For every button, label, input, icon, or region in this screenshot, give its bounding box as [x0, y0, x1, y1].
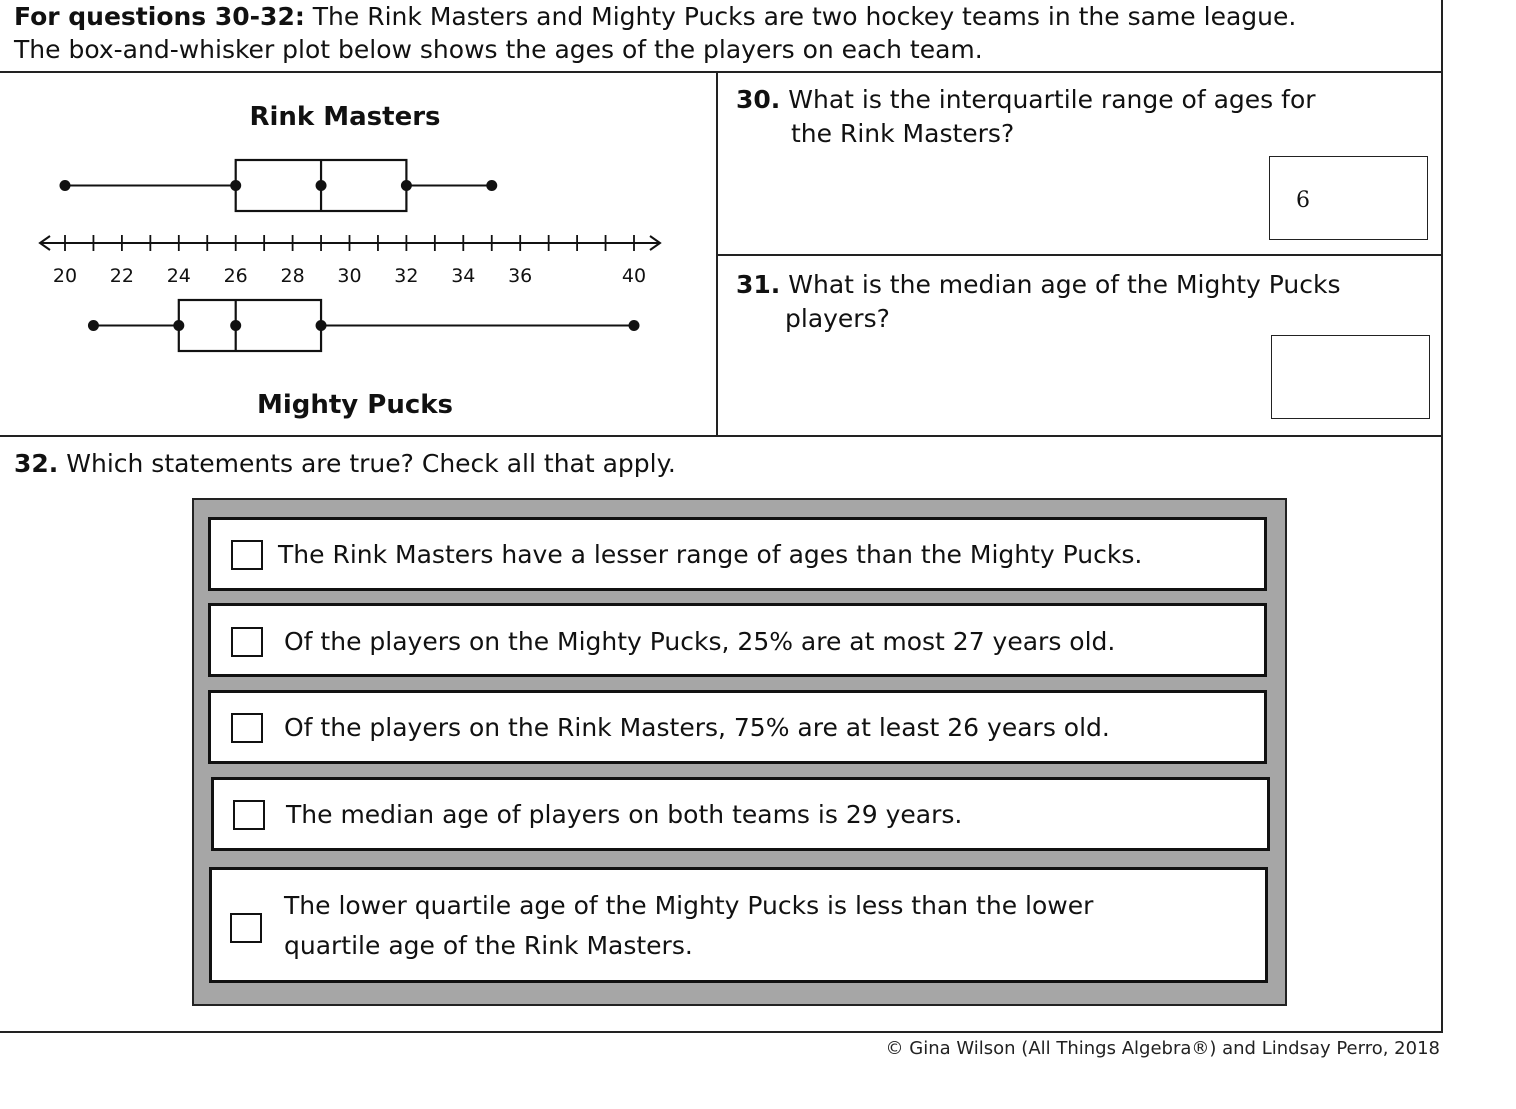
- tick-label-30: 30: [337, 265, 362, 287]
- rink-masters-point-q1: [230, 180, 241, 191]
- rink-masters-point-q3: [401, 180, 412, 191]
- intro-line-2: The box-and-whisker plot below shows the ages of the players on each team.: [14, 35, 983, 64]
- copyright-footer: © Gina Wilson (All Things Algebra®) and Lindsay Perro, 2018: [885, 1038, 1440, 1059]
- mighty-pucks-point-q3: [316, 320, 327, 331]
- tick-label-26: 26: [223, 265, 248, 287]
- mighty-pucks-point-max: [629, 320, 640, 331]
- tick-label-32: 32: [394, 265, 419, 287]
- tick-label-22: 22: [109, 265, 134, 287]
- intro-line-1: [14, 0, 1296, 33]
- mighty-pucks-box: [179, 300, 321, 351]
- q31-text-2: players?: [785, 304, 890, 333]
- option-1-text: The Rink Masters have a lesser range of ages than the Mighty Pucks.: [278, 540, 1143, 569]
- checkbox-option-4[interactable]: [233, 800, 265, 830]
- option-4[interactable]: [211, 777, 1270, 851]
- box-rink-masters: [60, 160, 498, 211]
- box-mighty-pucks: [88, 300, 640, 351]
- tick-label-24: 24: [166, 265, 191, 287]
- rink-masters-point-max: [486, 180, 497, 191]
- q32-prompt: Which statements are true? Check all that apply.: [66, 449, 676, 478]
- checkbox-option-2[interactable]: [231, 627, 263, 657]
- question-31: [718, 256, 1443, 437]
- option-2-text: Of the players on the Mighty Pucks, 25% are at most 27 years old.: [284, 627, 1116, 656]
- option-4-text: The median age of players on both teams is 29 years.: [286, 800, 963, 829]
- question-30: [718, 73, 1443, 256]
- checkbox-option-3[interactable]: [231, 713, 263, 743]
- series-title-mighty-pucks: Mighty Pucks: [256, 390, 454, 420]
- q31-line-1: [736, 268, 1340, 302]
- option-1[interactable]: [208, 517, 1267, 591]
- checkbox-option-1[interactable]: [231, 540, 263, 570]
- rink-masters-point-min: [60, 180, 71, 191]
- mighty-pucks-point-median: [230, 320, 241, 331]
- boxplot-chart: [0, 73, 716, 435]
- q30-text-2: the Rink Masters?: [791, 119, 1015, 148]
- mighty-pucks-point-min: [88, 320, 99, 331]
- checkbox-option-5[interactable]: [230, 913, 262, 943]
- rink-masters-point-median: [316, 180, 327, 191]
- option-5[interactable]: [209, 867, 1268, 983]
- q32-number: 32.: [14, 449, 59, 478]
- number-line: [40, 235, 660, 287]
- intro-line1-rest: The Rink Masters and Mighty Pucks are two hockey teams in the same league.: [304, 2, 1297, 31]
- q32-prompt-line: [14, 449, 676, 478]
- option-5-text-1: The lower quartile age of the Mighty Pucks is less than the lower: [284, 891, 1094, 920]
- q30-line-1: [736, 83, 1316, 117]
- option-5-text-2: quartile age of the Rink Masters.: [284, 931, 693, 960]
- series-title-rink-masters: Rink Masters: [249, 102, 441, 132]
- options-frame: [192, 498, 1287, 1006]
- tick-label-20: 20: [52, 265, 78, 287]
- boxplot-panel: [0, 73, 718, 437]
- option-3[interactable]: [208, 690, 1267, 764]
- question-32: [0, 437, 1443, 1033]
- q31-answer-box[interactable]: [1271, 335, 1430, 419]
- option-3-text: Of the players on the Rink Masters, 75% are at least 26 years old.: [284, 713, 1110, 742]
- mighty-pucks-point-q1: [173, 320, 184, 331]
- intro-bold: For questions 30-32:: [14, 2, 305, 31]
- q31-text-1: What is the median age of the Mighty Pucks: [788, 270, 1341, 299]
- q30-answer-box[interactable]: [1269, 156, 1428, 240]
- q30-number: 30.: [736, 85, 781, 114]
- q31-number: 31.: [736, 270, 781, 299]
- option-2[interactable]: [208, 603, 1267, 677]
- q30-answer: 6: [1296, 188, 1310, 213]
- intro-text: [0, 0, 1443, 73]
- tick-label-36: 36: [508, 265, 533, 287]
- tick-label-34: 34: [451, 265, 476, 287]
- tick-label-28: 28: [280, 265, 305, 287]
- q30-text-1: What is the interquartile range of ages for: [788, 85, 1316, 114]
- tick-label-40: 40: [621, 265, 647, 287]
